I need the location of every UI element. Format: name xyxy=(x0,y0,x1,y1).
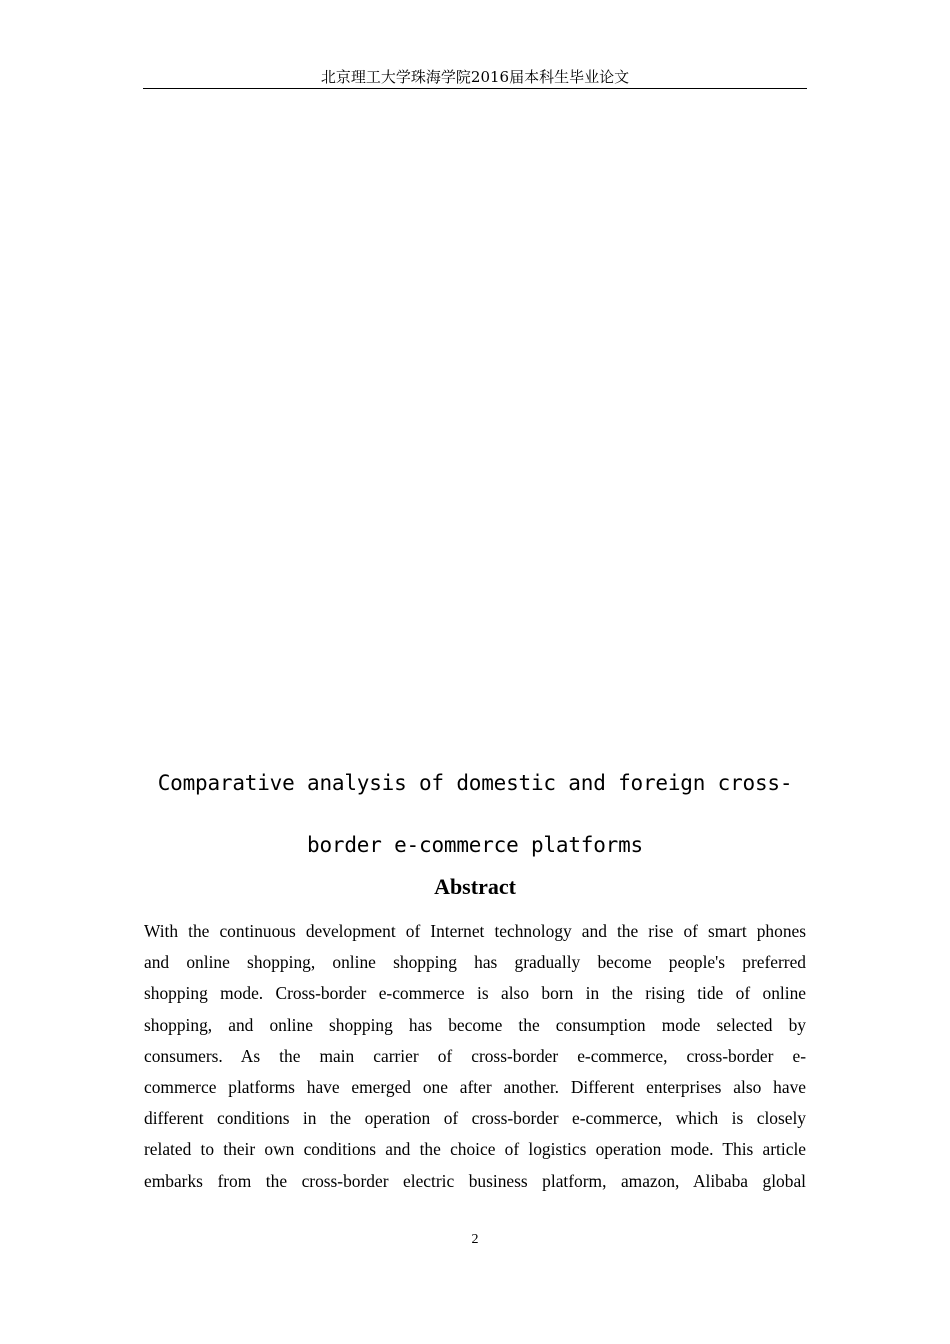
abstract-line: different conditions in the operation of cross-border e-commerce, which is closely xyxy=(144,1108,806,1129)
abstract-line: and online shopping, online shopping has gradually become people's preferred xyxy=(144,952,806,973)
abstract-line: shopping mode. Cross-border e-commerce is also born in the rising tide of online xyxy=(144,983,806,1004)
page-number: 2 xyxy=(471,1232,479,1247)
abstract-line: shopping, and online shopping has become the consumption mode selected by xyxy=(144,1014,806,1035)
running-header: 北京理工大学珠海学院2016届本科生毕业论文 xyxy=(320,68,630,86)
abstract-line: related to their own conditions and the choice of logistics operation mode. This article xyxy=(144,1139,806,1160)
header-divider xyxy=(143,88,807,89)
abstract-line: consumers. As the main carrier of cross-border e-commerce, cross-border e- xyxy=(144,1045,806,1066)
abstract-body xyxy=(144,916,806,1197)
paper-title-line-2: border e-commerce platforms xyxy=(307,833,643,857)
abstract-heading: Abstract xyxy=(434,874,516,899)
abstract-line: With the continuous development of Internet technology and the rise of smart phones xyxy=(144,921,806,941)
paper-title xyxy=(144,752,806,876)
abstract-line: commerce platforms have emerged one after another. Different enterprises also have xyxy=(144,1076,806,1097)
paper-title-line-1: Comparative analysis of domestic and foreign cross- xyxy=(157,771,793,795)
abstract-line: embarks from the cross-border electric business platform, amazon, Alibaba global xyxy=(144,1170,806,1191)
